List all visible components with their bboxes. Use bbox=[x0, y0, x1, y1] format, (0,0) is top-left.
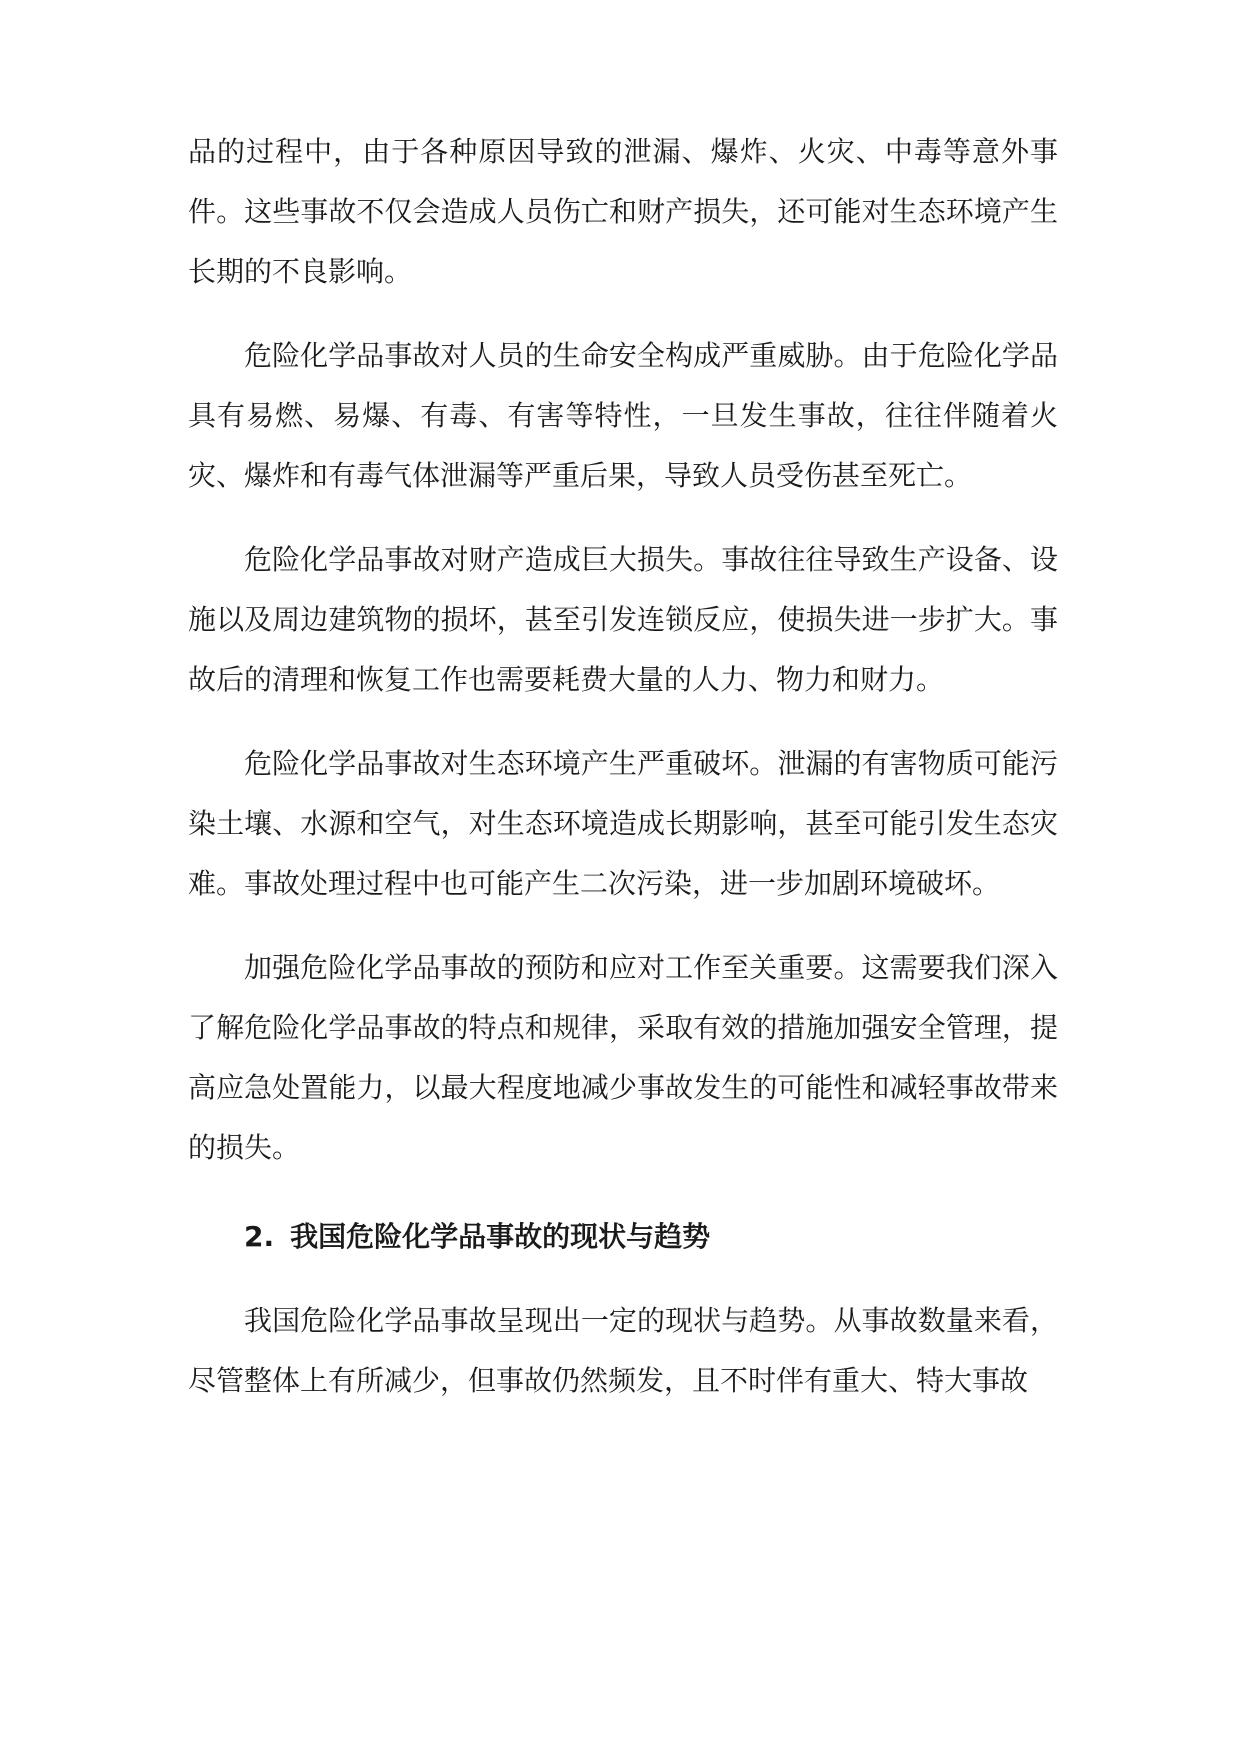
section-title: 我国危险化学品事故的现状与趋势 bbox=[290, 1220, 711, 1253]
paragraph-property-loss: 危险化学品事故对财产造成巨大损失。事故往往导致生产设备、设施以及周边建筑物的损坏，甚至引发连锁反应，使损失进一步扩大。事故后的清理和恢复工作也需要耗费大量的人力、物力和财力。 bbox=[188, 543, 1058, 696]
paragraph-personnel-safety: 危险化学品事故对人员的生命安全构成严重威胁。由于危险化学品具有易燃、易爆、有毒、有害等特性，一旦发生事故，往往伴随着火灾、爆炸和有毒气体泄漏等严重后果，导致人员受伤甚至死亡。 bbox=[188, 339, 1058, 492]
section-number: 2. bbox=[244, 1220, 275, 1253]
paragraph-continuation: 品的过程中，由于各种原因导致的泄漏、爆炸、火灾、中毒等意外事件。这些事故不仅会造成人员伤亡和财产损失，还可能对生态环境产生长期的不良影响。 bbox=[188, 135, 1058, 288]
paragraph-current-status: 我国危险化学品事故呈现出一定的现状与趋势。从事故数量来看，尽管整体上有所减少，但事故仍然频发，且不时伴有重大、特大事故 bbox=[188, 1304, 1058, 1397]
section-heading bbox=[244, 1207, 1044, 1267]
paragraph-environment-damage: 危险化学品事故对生态环境产生严重破坏。泄漏的有害物质可能污染土壤、水源和空气，对生态环境造成长期影响，甚至可能引发生态灾难。事故处理过程中也可能产生二次污染，进一步加剧环境破坏。 bbox=[188, 747, 1058, 900]
paragraph-prevention: 加强危险化学品事故的预防和应对工作至关重要。这需要我们深入了解危险化学品事故的特点和规律，采取有效的措施加强安全管理，提高应急处置能力，以最大程度地减少事故发生的可能性和减轻事故带来的损失。 bbox=[188, 951, 1058, 1164]
